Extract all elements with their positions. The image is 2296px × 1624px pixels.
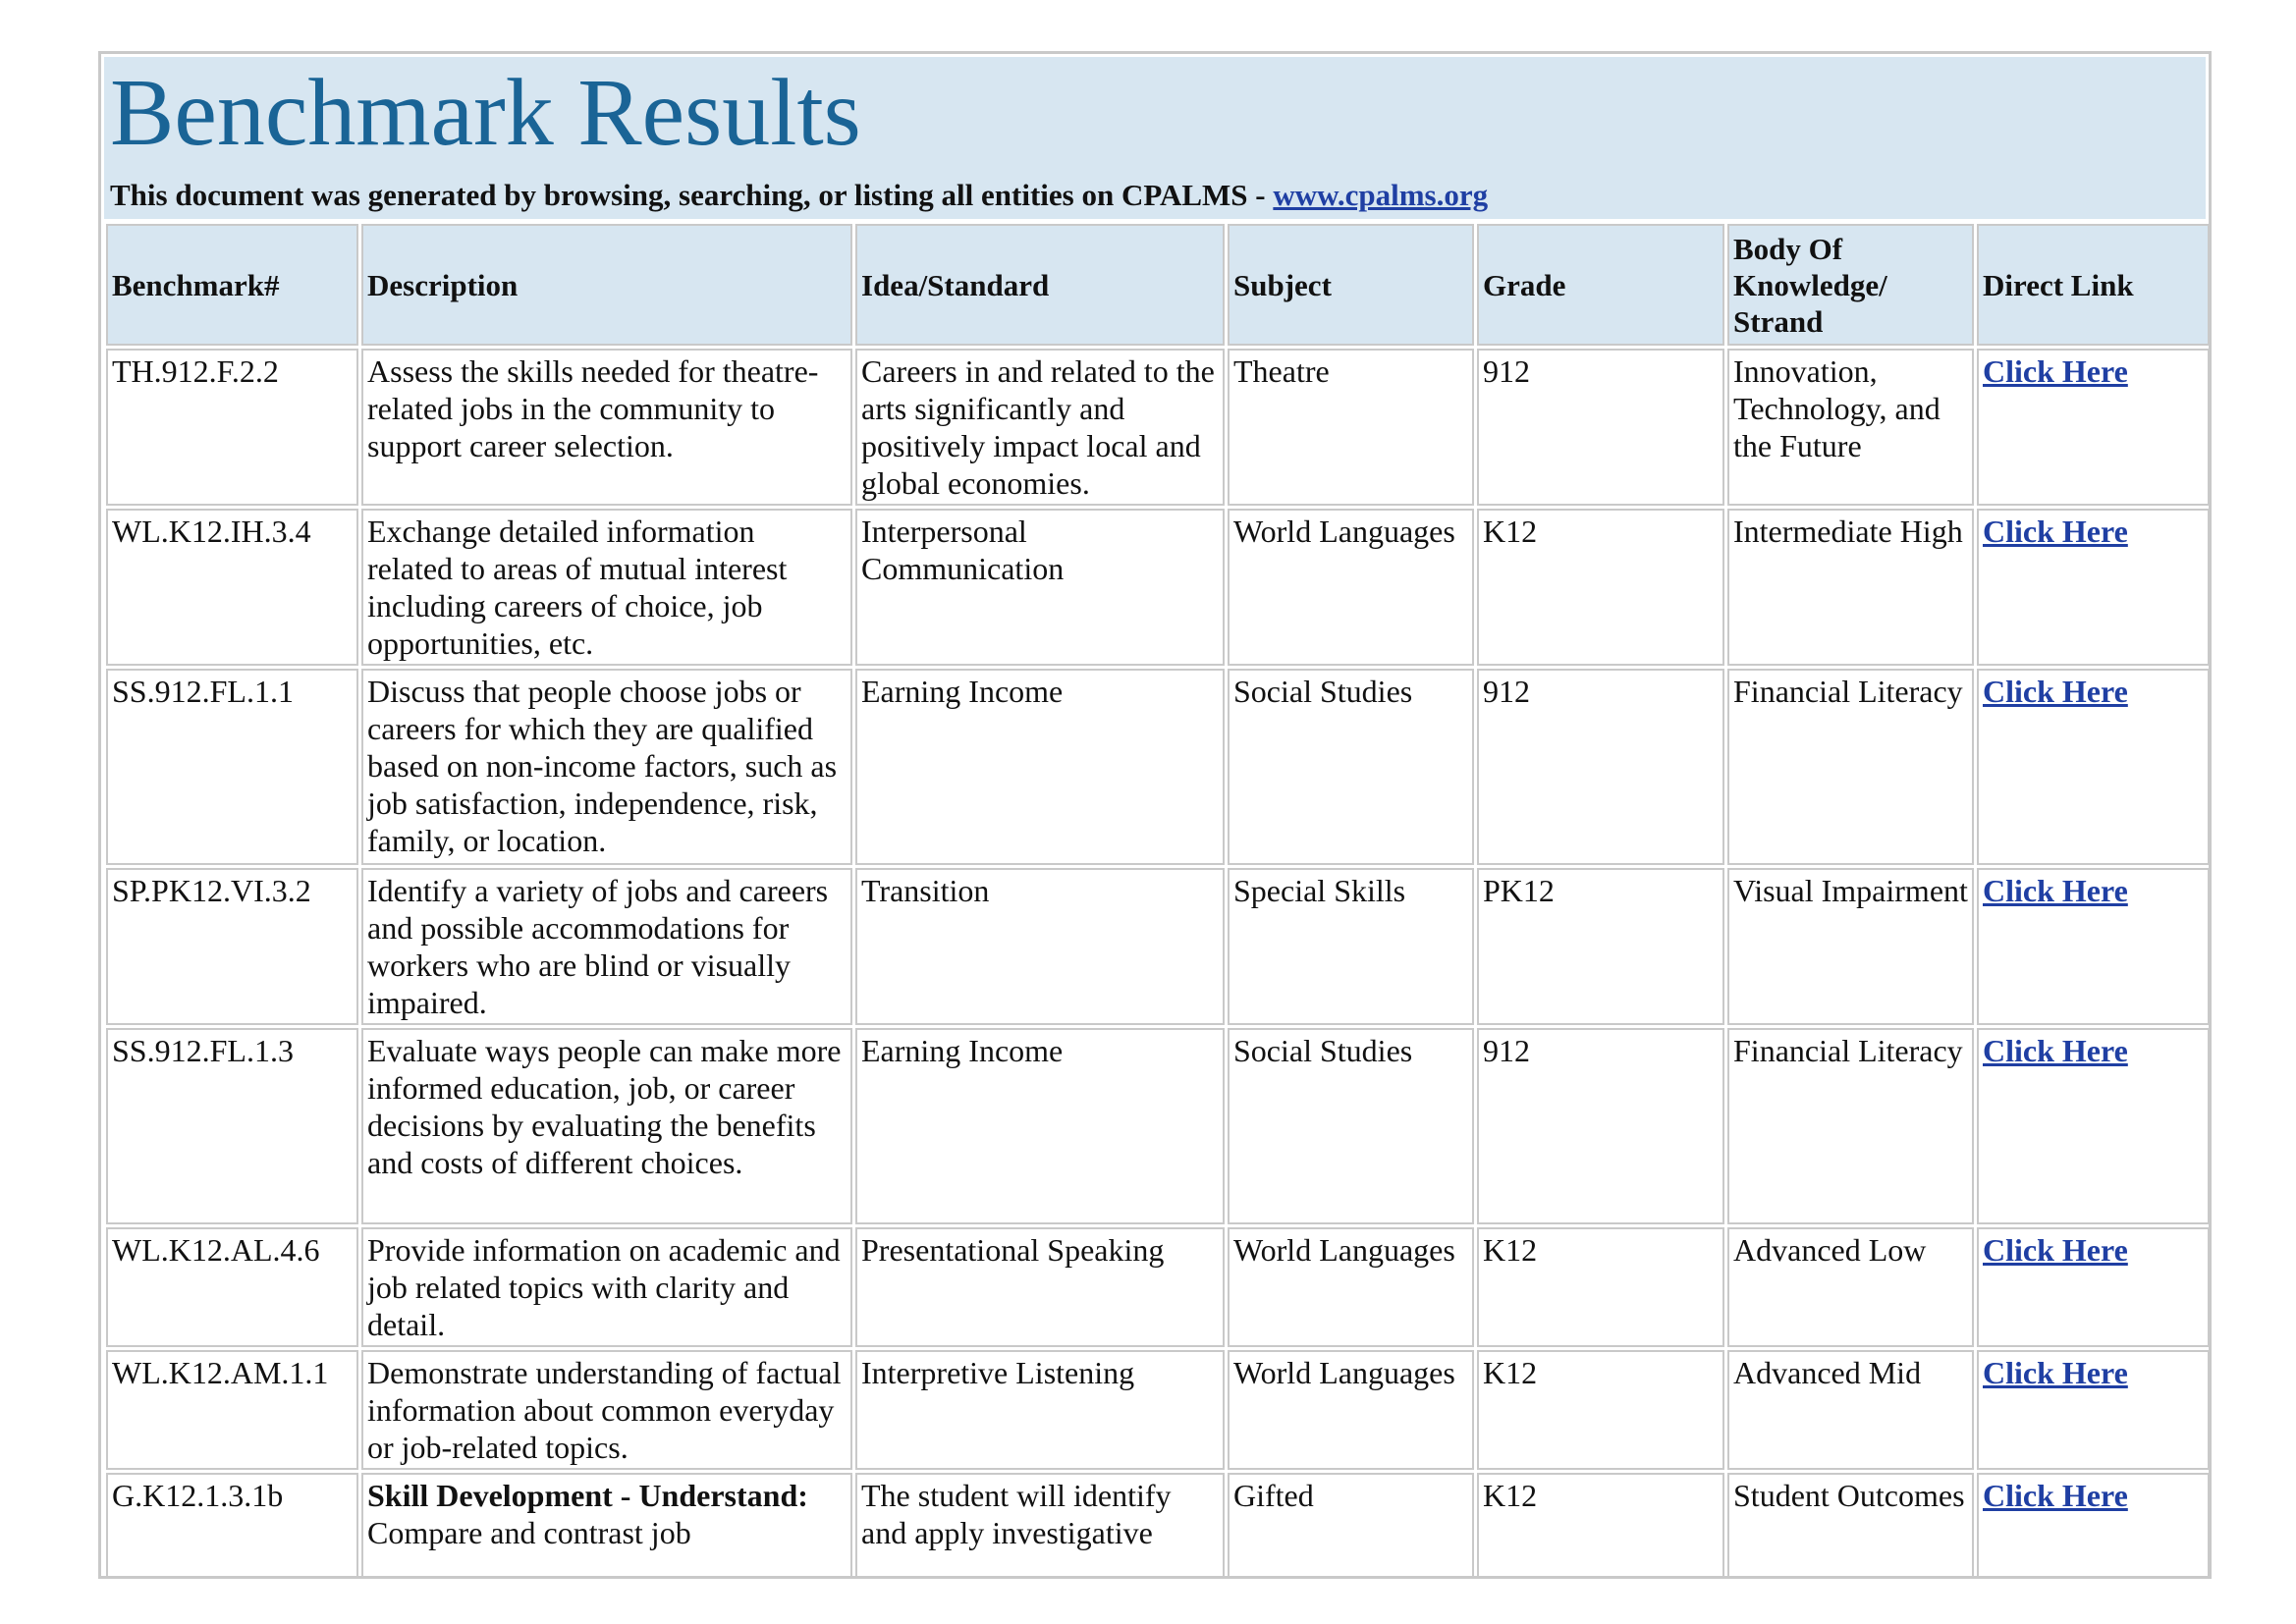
column-header-benchmark: Benchmark# [106, 224, 358, 346]
benchmark-code: TH.912.F.2.2 [106, 349, 358, 506]
strand: Visual Impairment [1727, 868, 1974, 1025]
benchmark-table [103, 221, 2212, 1579]
direct-link-cell [1977, 669, 2210, 865]
subject: Special Skills [1228, 868, 1474, 1025]
table-row [106, 349, 2210, 506]
idea-standard: Transition [855, 868, 1225, 1025]
column-header-idea-standard: Idea/Standard [855, 224, 1225, 346]
strand: Financial Literacy [1727, 1028, 1974, 1224]
direct-link-cell [1977, 1028, 2210, 1224]
direct-link-cell [1977, 1473, 2210, 1579]
click-here-link[interactable]: Click Here [1983, 1355, 2128, 1390]
idea-standard: Interpretive Listening [855, 1350, 1225, 1470]
benchmark-description: Identify a variety of jobs and careers and possible accommodations for workers who are blind or visually impaired. [361, 868, 852, 1025]
subject: Theatre [1228, 349, 1474, 506]
direct-link-cell [1977, 1227, 2210, 1347]
benchmark-description: Assess the skills needed for theatre-related jobs in the community to support career selection. [361, 349, 852, 506]
table-row [106, 1028, 2210, 1224]
direct-link-cell [1977, 1350, 2210, 1470]
table-row [106, 509, 2210, 666]
table-row [106, 669, 2210, 865]
page-title: Benchmark Results [110, 60, 861, 166]
strand: Student Outcomes [1727, 1473, 1974, 1579]
column-header-strand: Body Of Knowledge/ Strand [1727, 224, 1974, 346]
click-here-link[interactable]: Click Here [1983, 873, 2128, 908]
idea-standard: Presentational Speaking [855, 1227, 1225, 1347]
document-header [104, 57, 2206, 219]
subject: World Languages [1228, 1350, 1474, 1470]
cpalms-site-link[interactable]: www.cpalms.org [1273, 178, 1489, 212]
document-frame [98, 51, 2212, 1579]
benchmark-code: WL.K12.AL.4.6 [106, 1227, 358, 1347]
grade: K12 [1477, 1350, 1724, 1470]
strand: Intermediate High [1727, 509, 1974, 666]
benchmark-description: Evaluate ways people can make more informed education, job, or career decisions by evaluating the benefits and costs of different choices. [361, 1028, 852, 1224]
click-here-link[interactable]: Click Here [1983, 514, 2128, 549]
idea-standard: Careers in and related to the arts significantly and positively impact local and global economies. [855, 349, 1225, 506]
subject: World Languages [1228, 509, 1474, 666]
table-header-row [106, 224, 2210, 346]
column-header-subject: Subject [1228, 224, 1474, 346]
idea-standard: Earning Income [855, 669, 1225, 865]
description-text: Compare and contrast job [367, 1515, 691, 1550]
strand: Innovation, Technology, and the Future [1727, 349, 1974, 506]
direct-link-cell [1977, 509, 2210, 666]
column-header-grade: Grade [1477, 224, 1724, 346]
grade: 912 [1477, 349, 1724, 506]
table-row [106, 868, 2210, 1025]
benchmark-description: Provide information on academic and job related topics with clarity and detail. [361, 1227, 852, 1347]
subject: World Languages [1228, 1227, 1474, 1347]
click-here-link[interactable]: Click Here [1983, 674, 2128, 709]
table-row [106, 1227, 2210, 1347]
benchmark-code: G.K12.1.3.1b [106, 1473, 358, 1579]
strand: Financial Literacy [1727, 669, 1974, 865]
generated-note [110, 178, 1488, 213]
benchmark-code: SS.912.FL.1.3 [106, 1028, 358, 1224]
idea-standard: Earning Income [855, 1028, 1225, 1224]
benchmark-code: WL.K12.AM.1.1 [106, 1350, 358, 1470]
table-row [106, 1473, 2210, 1579]
subject: Gifted [1228, 1473, 1474, 1579]
click-here-link[interactable]: Click Here [1983, 1478, 2128, 1513]
column-header-direct-link: Direct Link [1977, 224, 2210, 346]
idea-standard: Interpersonal Communication [855, 509, 1225, 666]
benchmark-description: Discuss that people choose jobs or careers for which they are qualified based on non-income factors, such as job satisfaction, independence, risk, family, or location. [361, 669, 852, 865]
grade: K12 [1477, 1227, 1724, 1347]
column-header-description: Description [361, 224, 852, 346]
click-here-link[interactable]: Click Here [1983, 1033, 2128, 1068]
benchmark-description [361, 1473, 852, 1579]
click-here-link[interactable]: Click Here [1983, 353, 2128, 389]
subject: Social Studies [1228, 1028, 1474, 1224]
idea-standard: The student will identify and apply investigative [855, 1473, 1225, 1579]
benchmark-description: Exchange detailed information related to areas of mutual interest including careers of choice, job opportunities, etc. [361, 509, 852, 666]
strand: Advanced Low [1727, 1227, 1974, 1347]
strand: Advanced Mid [1727, 1350, 1974, 1470]
grade: K12 [1477, 1473, 1724, 1579]
direct-link-cell [1977, 349, 2210, 506]
benchmark-code: SP.PK12.VI.3.2 [106, 868, 358, 1025]
grade: PK12 [1477, 868, 1724, 1025]
grade: K12 [1477, 509, 1724, 666]
grade: 912 [1477, 1028, 1724, 1224]
benchmark-code: WL.K12.IH.3.4 [106, 509, 358, 666]
benchmark-description: Demonstrate understanding of factual information about common everyday or job-related topics. [361, 1350, 852, 1470]
subject: Social Studies [1228, 669, 1474, 865]
description-heading: Skill Development - Understand: [367, 1478, 808, 1513]
benchmark-code: SS.912.FL.1.1 [106, 669, 358, 865]
table-row [106, 1350, 2210, 1470]
direct-link-cell [1977, 868, 2210, 1025]
click-here-link[interactable]: Click Here [1983, 1232, 2128, 1268]
grade: 912 [1477, 669, 1724, 865]
generated-note-text: This document was generated by browsing, searching, or listing all entities on CPALMS - [110, 178, 1266, 212]
